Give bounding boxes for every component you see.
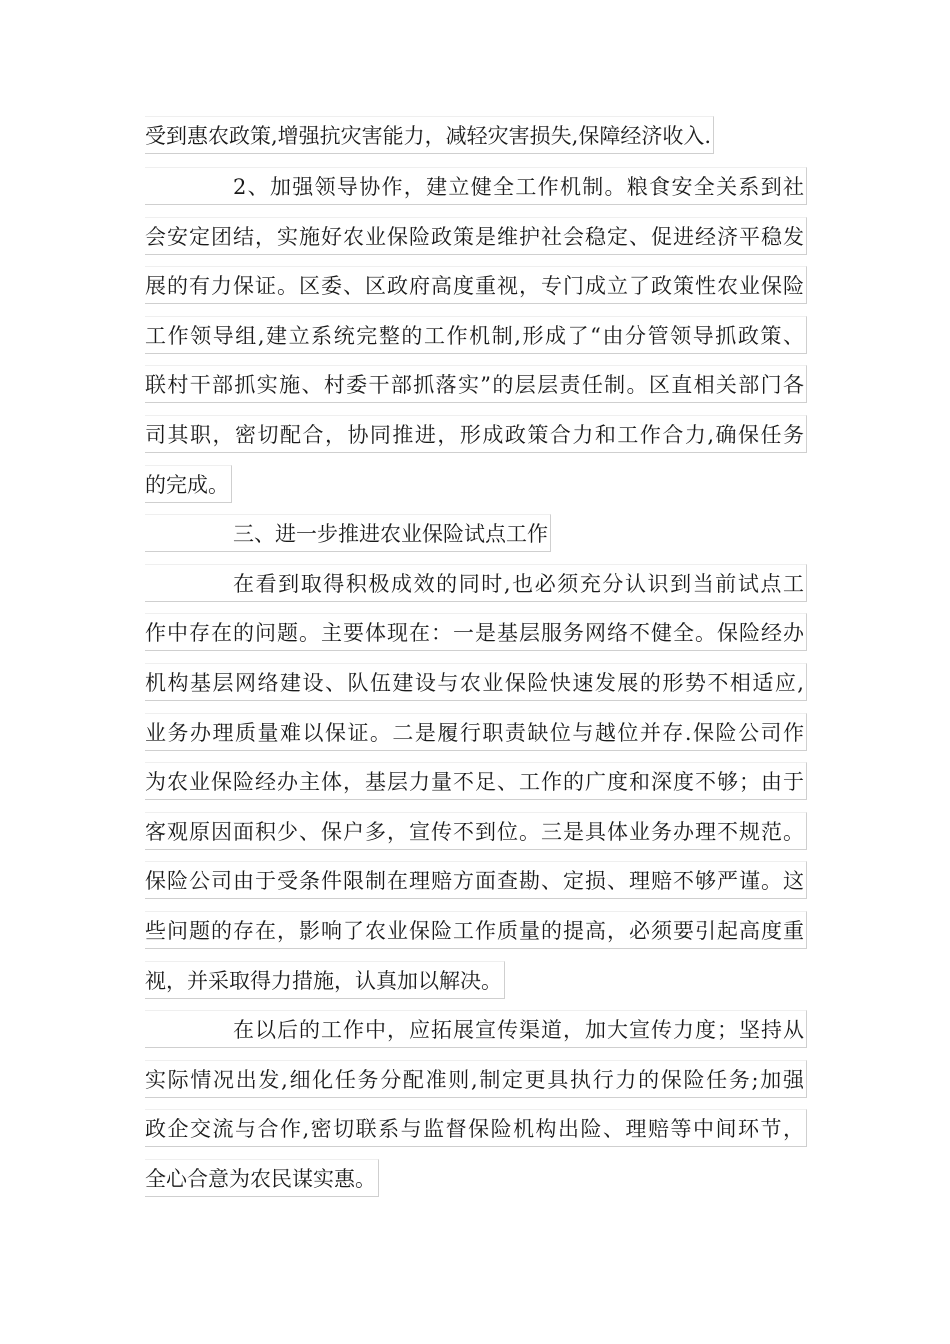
paragraph-line: 政企交流与合作,密切联系与监督保险机构出险、理赔等中间环节， bbox=[145, 1109, 807, 1147]
paragraph-line: 受到惠农政策,增强抗灾害能力，减轻灾害损失,保障经济收入. bbox=[145, 116, 714, 154]
paragraph-line: 在看到取得积极成效的同时,也必须充分认识到当前试点工 bbox=[145, 564, 807, 602]
paragraph-line: 视，并采取得力措施，认真加以解决。 bbox=[145, 961, 505, 999]
paragraph-line: 会安定团结，实施好农业保险政策是维护社会稳定、促进经济平稳发 bbox=[145, 217, 807, 255]
paragraph-line: 司其职，密切配合，协同推进，形成政策合力和工作合力,确保任务 bbox=[145, 415, 807, 453]
paragraph-line: 机构基层网络建设、队伍建设与农业保险快速发展的形势不相适应, bbox=[145, 663, 807, 701]
paragraph-line: 保险公司由于受条件限制在理赔方面查勘、定损、理赔不够严谨。这 bbox=[145, 861, 807, 899]
section-heading: 三、进一步推进农业保险试点工作 bbox=[145, 514, 551, 552]
paragraph-line: 作中存在的问题。主要体现在：一是基层服务网络不健全。保险经办 bbox=[145, 613, 807, 651]
paragraph-line: 联村干部抓实施、村委干部抓落实”的层层责任制。区直相关部门各 bbox=[145, 365, 807, 403]
paragraph-line: 全心合意为农民谋实惠。 bbox=[145, 1159, 379, 1197]
paragraph-line: 为农业保险经办主体，基层力量不足、工作的广度和深度不够；由于 bbox=[145, 762, 807, 800]
paragraph-line: 客观原因面积少、保户多，宣传不到位。三是具体业务办理不规范。 bbox=[145, 812, 807, 850]
paragraph-line: 在以后的工作中，应拓展宣传渠道，加大宣传力度；坚持从 bbox=[145, 1010, 807, 1048]
paragraph-line: 实际情况出发,细化任务分配准则,制定更具执行力的保险任务;加强 bbox=[145, 1060, 807, 1098]
paragraph-line: 业务办理质量难以保证。二是履行职责缺位与越位并存.保险公司作 bbox=[145, 713, 807, 751]
paragraph-line: 的完成。 bbox=[145, 465, 232, 503]
paragraph-line: 些问题的存在，影响了农业保险工作质量的提高，必须要引起高度重 bbox=[145, 911, 807, 949]
paragraph-line: 工作领导组,建立系统完整的工作机制,形成了“由分管领导抓政策、 bbox=[145, 316, 807, 354]
paragraph-line: 2、加强领导协作，建立健全工作机制。粮食安全关系到社 bbox=[145, 167, 807, 205]
paragraph-line: 展的有力保证。区委、区政府高度重视，专门成立了政策性农业保险 bbox=[145, 266, 807, 304]
